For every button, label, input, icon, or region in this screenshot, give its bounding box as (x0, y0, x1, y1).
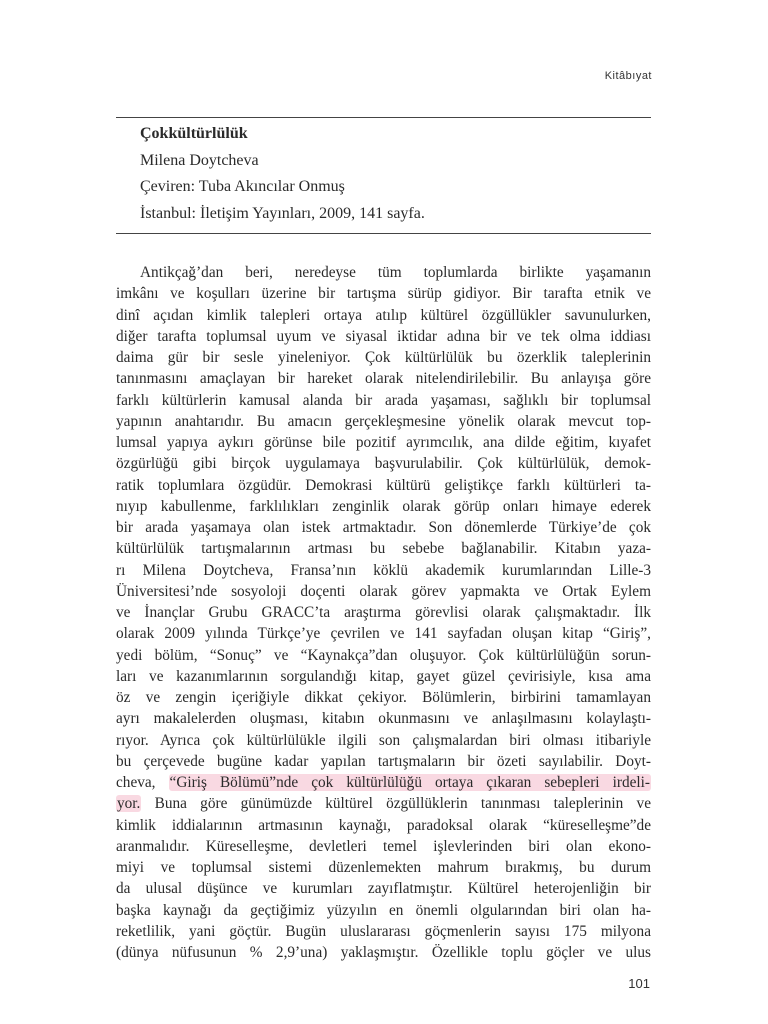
text-line: yedi bölüm, “Sonuç” ve “Kaynakça”dan oluşuyor. Çok kültürlülüğün sorun- (116, 646, 651, 664)
text-line: (dünya nüfusunun % 2,9’una) yaklaşmıştır. Özellikle toplu göçler ve ulus (116, 944, 651, 961)
highlighted-text: yor. (117, 795, 141, 813)
highlighted-text: “Giriş Bölümü”nde çok kültürlülüğü ortaya çıkaran sebepleri irdeli- (169, 774, 650, 791)
text-line: dinî açıdan kimlik talepleri ortaya atılıp kültürel özgüllükler savunulurken, (116, 306, 651, 324)
book-title: Çokkültürlülük (140, 125, 248, 142)
text-line: olarak 2009 yılında Türkçe’ye çevrilen ve 141 sayfadan oluşan kitap “Giriş”, (116, 625, 651, 643)
text-line: kimlik iddialarının artmasının kaynağı, paradoksal olarak “küreselleşme”de (116, 816, 651, 834)
text-line: özgürlüğü gibi birçok uygulamaya başvurulabilir. Çok kültürlülük, demok- (116, 455, 651, 473)
book-publication: İstanbul: İletişim Yayınları, 2009, 141 sayfa. (140, 204, 425, 222)
book-author: Milena Doytcheva (140, 151, 259, 169)
text-line: ve İnançlar Grubu GRACC’ta araştırma görevlisi olarak çalışmaktadır. İlk (116, 604, 651, 621)
text-line: Antikçağ’dan beri, neredeyse tüm toplumlarda birlikte yaşamanın (140, 264, 651, 281)
text-line: ları ve kazanımlarının sorgulandığı kitap, gayet güzel çevirisiyle, kısa ama (116, 667, 651, 685)
page-number: 101 (628, 976, 650, 991)
text-segment: Buna göre günümüzde kültürel özgüllüklerin tanınması taleplerinin ve (141, 795, 651, 813)
text-line: bir arada yaşamaya olan istek artmaktadır. Son dönemlerde Türkiye’de çok (116, 519, 651, 536)
text-line: reketlilik, yani göçtür. Bugün uluslararası göçmenlerin sayısı 175 milyona (116, 922, 651, 940)
top-rule (116, 117, 651, 118)
text-line: imkânı ve koşulları üzerine bir tartışma sürüp gidiyor. Bir tarafta etnik ve (116, 285, 651, 303)
book-translator: Çeviren: Tuba Akıncılar Onmuş (140, 178, 345, 195)
text-line: bu çerçevede bugüne kadar yapılan tartışmaların bir özeti sayılabilir. Doyt- (116, 752, 651, 770)
text-line: tanınmasını amaçlayan bir hareket olarak nitelendirilebilir. Bu anlayışa göre (116, 370, 651, 388)
text-line: ayrı makalelerden oluşması, kitabın okunmasını ve anlaşılmasını kolaylaştı- (116, 710, 651, 728)
book-info (140, 121, 640, 227)
text-line: ratik toplumlara özgüdür. Demokrasi kültürü geliştikçe farklı kültürleri ta- (116, 476, 651, 494)
text-line-highlighted (116, 772, 651, 793)
text-line: rı Milena Doytcheva, Fransa’nın köklü akademik kurumlarından Lille-3 (116, 561, 651, 579)
text-line: miyi ve toplumsal sistemi düzenlemekten mahrum bırakmış, bu durum (116, 859, 651, 876)
text-line: aranmalıdır. Küreselleşme, devletleri temel işlevlerinden biri olan ekono- (116, 837, 651, 855)
text-line: öz ve zengin içeriğiyle dikkat çekiyor. Bölümlerin, birbirini tamamlayan (116, 689, 651, 706)
text-line: kültürlülük tartışmalarının artması bu sebebe bağlanabilir. Kitabın yaza- (116, 540, 651, 558)
bottom-rule (116, 233, 651, 234)
text-line-highlighted (116, 793, 651, 814)
text-segment: cheva, (116, 774, 169, 791)
text-line: yapının anahtarıdır. Bu amacın gerçekleşmesine yönelik olarak mevcut top- (116, 412, 651, 430)
review-body (116, 262, 651, 963)
text-line: Üniversitesi’nde sosyoloji doçenti olarak görev yapmakta ve Ortak Eylem (116, 582, 651, 600)
text-line: nıyıp kabullenme, farklılıkları zenginlik olarak görüp onları himaye ederek (116, 497, 651, 515)
text-line: farklı kültürlerin kamusal alanda bir arada yaşaması, sağlıklı bir toplumsal (116, 391, 651, 409)
text-line: rıyor. Ayrıca çok kültürlülükle ilgili son çalışmalardan biri olması itibariyle (116, 731, 651, 749)
text-line: başka kaynağı da geçtiğimiz yüzyılın en önemli olgularından biri olan ha- (116, 901, 651, 919)
text-line: diğer tarafta toplumsal uyum ve siyasal iktidar adına bir ve tek olma iddiası (116, 327, 651, 345)
running-head: Kitâbıyat (604, 70, 652, 82)
text-line: lumsal yapıya aykırı görünse bile pozitif ayrımcılık, ana dilde eğitim, kıyafet (116, 434, 651, 451)
text-line: da ulusal düşünce ve kurumları zayıflatmıştır. Kültürel heterojenliğin bir (116, 880, 651, 898)
text-line: daima gür bir sesle yineleniyor. Çok kültürlülük bu özerklik taleplerinin (116, 349, 651, 366)
